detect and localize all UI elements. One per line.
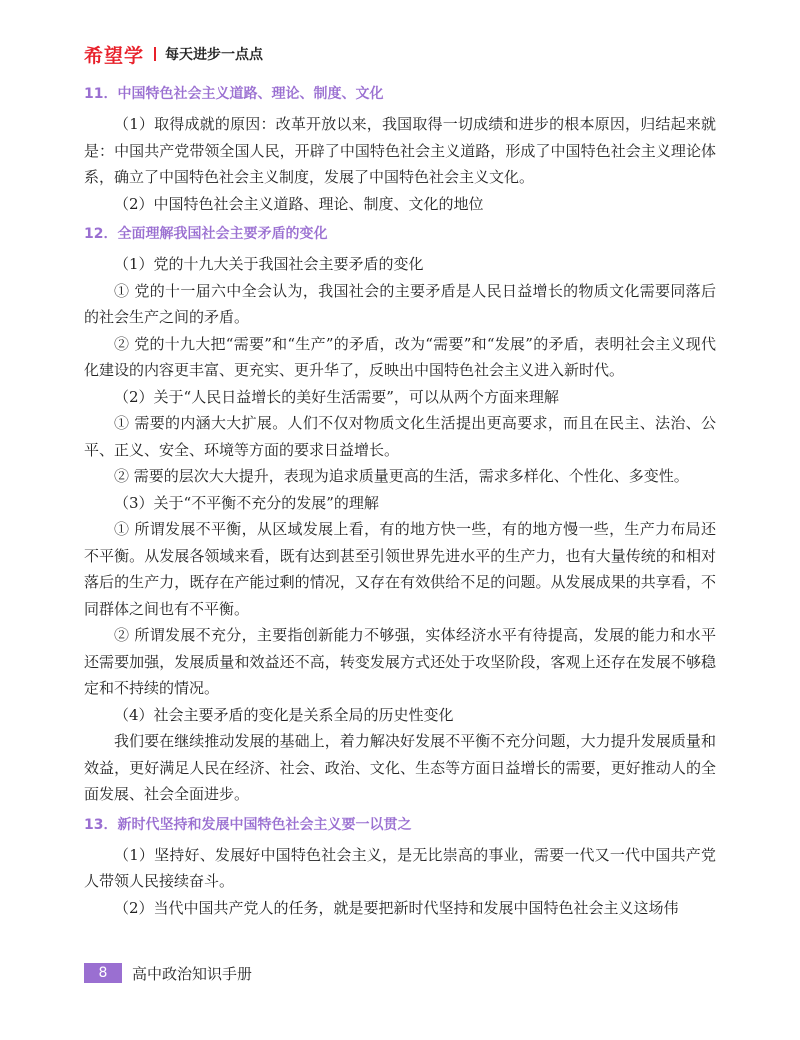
page-footer [84,962,252,984]
paragraph: （1）取得成就的原因：改革开放以来，我国取得一切成绩和进步的根本原因，归结起来就是：中国共产党带领全国人民，开辟了中国特色社会主义道路，形成了中国特色社会主义理论体系，确立了中国特色社会主义制度，发展了中国特色社会主义文化。 [84,115,716,186]
page-content [84,80,716,921]
paragraph: 我们要在继续推动发展的基础上，着力解决好发展不平衡不充分问题，大力提升发展质量和效益，更好满足人民在经济、社会、政治、文化、生态等方面日益增长的需要，更好推动人的全面发展、社会全面进步。 [84,732,716,803]
paragraph: ② 党的十九大把“需要”和“生产”的矛盾，改为“需要”和“发展”的矛盾，表明社会主义现代化建设的内容更丰富、更充实、更升华了，反映出中国特色社会主义进入新时代。 [84,334,716,379]
paragraph: （1）党的十九大关于我国社会主要矛盾的变化 [114,255,424,273]
paragraph: ① 需要的内涵大大扩展。人们不仅对物质文化生活提出更高要求，而且在民主、法治、公平、正义、安全、环境等方面的要求日益增长。 [84,414,716,459]
section-title-11: 11．中国特色社会主义道路、理论、制度、文化 [84,86,384,102]
brand-logo: 希望学 [84,44,145,67]
paragraph: （2）当代中国共产党人的任务，就是要把新时代坚持和发展中国特色社会主义这场伟 [114,898,679,917]
paragraph: ① 所谓发展不平衡，从区域发展上看，有的地方快一些，有的地方慢一些，生产力布局还不平衡。从发展各领域来看，既有达到甚至引领世界先进水平的生产力，也有大量传统的和相对落后的生产力，既存在产能过剩的情况，又存在有效供给不足的问题。从发展成果的共享看，不同群体之间也有不平衡。 [84,520,716,618]
paragraph: ② 需要的层次大大提升，表现为追求质量更高的生活，需求多样化、个性化、多变性。 [114,467,689,485]
paragraph: ① 党的十一届六中全会认为，我国社会的主要矛盾是人民日益增长的物质文化需要同落后的社会生产之间的矛盾。 [84,281,716,326]
section-title-13: 13．新时代坚持和发展中国特色社会主义要一以贯之 [84,816,412,833]
paragraph: （2）中国特色社会主义道路、理论、制度、文化的地位 [114,194,484,213]
paragraph: （3）关于“不平衡不充分的发展”的理解 [114,493,379,512]
header-slogan: 每天进步一点点 [165,47,264,63]
paragraph: （4）社会主要矛盾的变化是关系全局的历史性变化 [114,705,454,724]
page-number: 8 [84,963,122,983]
paragraph: （2）关于“人民日益增长的美好生活需要”，可以从两个方面来理解 [114,387,559,406]
header-divider [154,47,156,61]
paragraph: （1）坚持好、发展好中国特色社会主义，是无比崇高的事业，需要一代又一代中国共产党人带领人民接续奋斗。 [84,845,716,890]
page-header [84,40,263,68]
paragraph: ② 所谓发展不充分，主要指创新能力不够强，实体经济水平有待提高，发展的能力和水平还需要加强，发展质量和效益还不高，转变发展方式还处于攻坚阶段，客观上还存在发展不够稳定和不持续的情况。 [84,626,716,697]
book-title: 高中政治知识手册 [132,964,253,983]
section-title-12: 12．全面理解我国社会主要矛盾的变化 [84,226,328,242]
